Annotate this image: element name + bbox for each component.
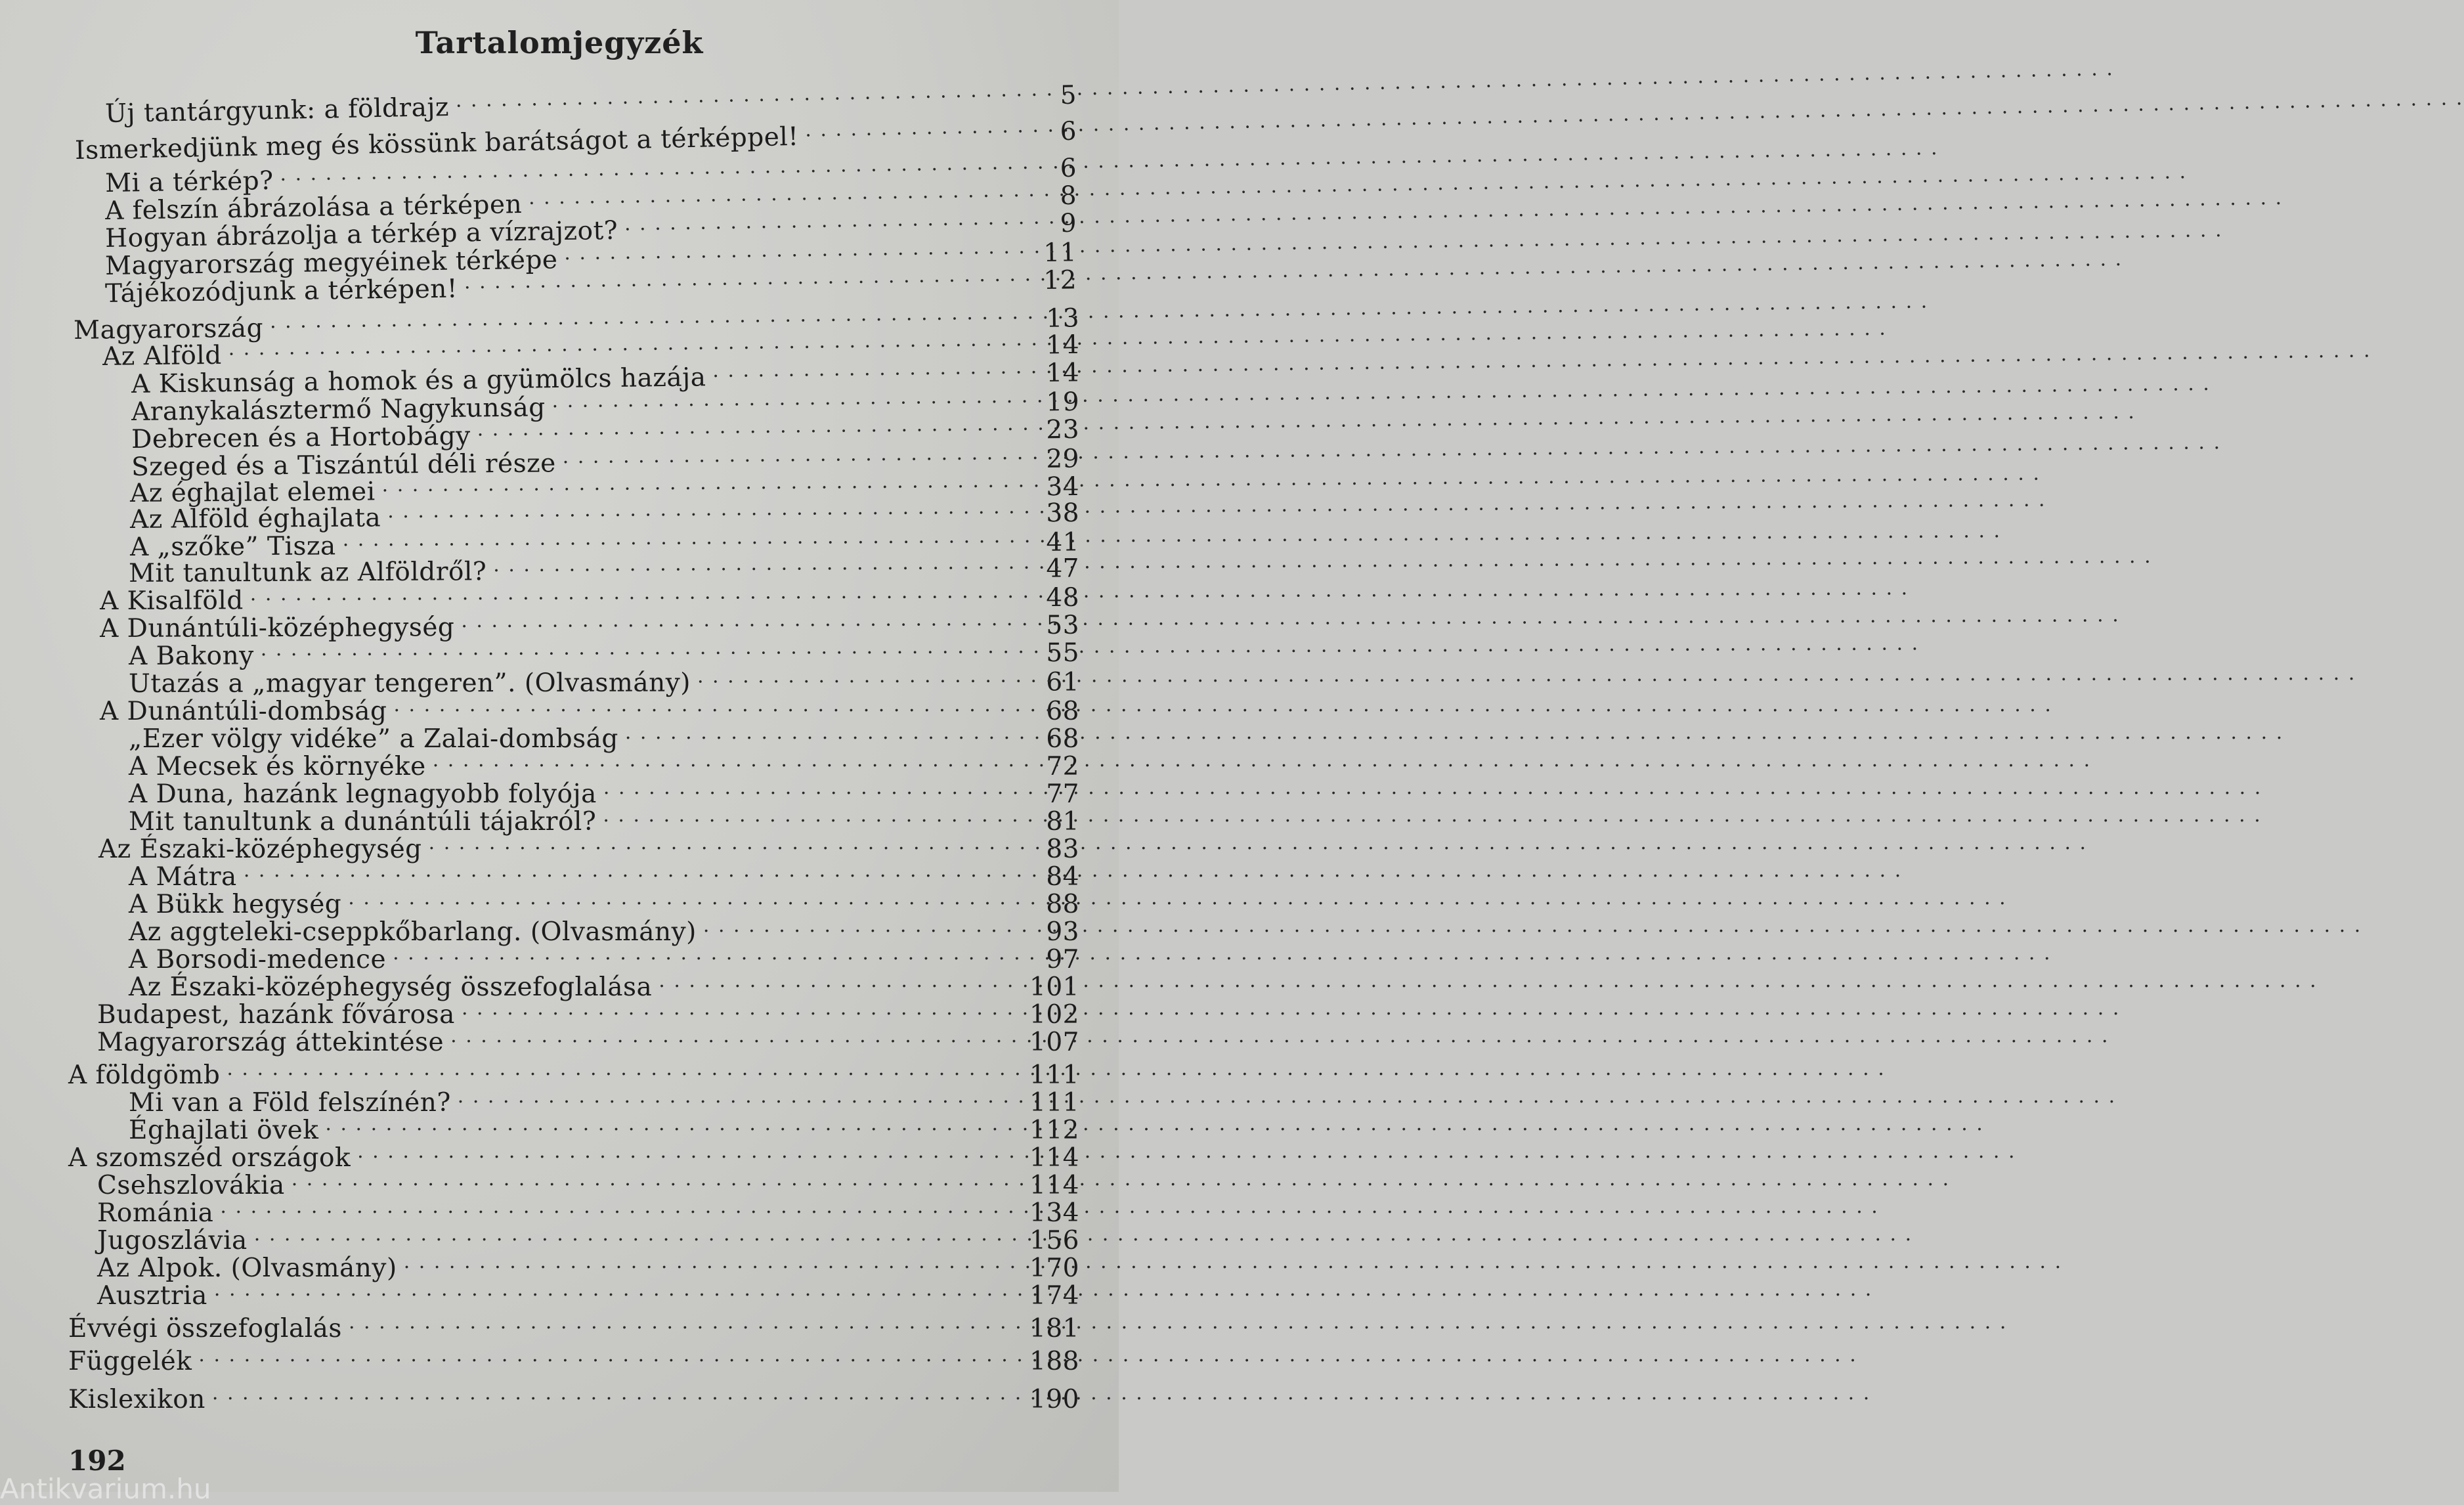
- toc-entry: [68, 1308, 1079, 1343]
- toc-entry-label: Az Északi-középhegység: [98, 835, 422, 864]
- toc-entry-label: Csehszlovákia: [97, 1171, 285, 1200]
- toc-entry-page: 23: [1046, 414, 1080, 445]
- leader-dots: [348, 884, 1015, 913]
- toc-entry-label: A Kisalföld: [99, 586, 244, 616]
- toc-entry-page: 8: [1060, 181, 1077, 211]
- toc-entry-label: Mi van a Föld felszínén?: [129, 1088, 451, 1118]
- leader-dots: [198, 1341, 1015, 1370]
- toc-entry-label: Az aggteleki-cseppkőbarlang. (Olvasmány): [129, 917, 697, 947]
- leader-dots: [254, 1220, 1015, 1249]
- toc-entry-label: Az Alpok. (Olvasmány): [97, 1254, 397, 1283]
- toc-entry-label: A Kiskunság a homok és a gyümölcs hazája: [131, 362, 706, 399]
- toc-entry: [98, 829, 1079, 864]
- toc-entry-page: 29: [1046, 444, 1080, 474]
- toc-entry-label: A Mecsek és környéke: [129, 752, 426, 781]
- toc-entry-page: 107: [1029, 1028, 1079, 1057]
- toc-entry-page: 112: [1029, 1116, 1079, 1145]
- toc-entry-page: 14: [1046, 330, 1080, 360]
- toc-entry-label: A földgömb: [68, 1060, 221, 1090]
- toc-entry-page: 41: [1046, 527, 1080, 557]
- toc-entry-page: 14: [1046, 358, 1080, 388]
- toc-entry: [68, 1379, 1079, 1414]
- leader-dots: [212, 1379, 1015, 1408]
- toc-entry: [129, 1082, 1079, 1118]
- toc-entry-page: 47: [1046, 554, 1080, 584]
- leader-dots: [625, 718, 1015, 747]
- toc-entry: [129, 746, 1079, 781]
- toc-entry-label: Magyarország megyéinek térképe: [104, 245, 558, 281]
- toc-entry-page: 114: [1029, 1143, 1079, 1173]
- toc-entry: [97, 1022, 1079, 1057]
- toc-entry-label: Aranykalásztermő Nagykunság: [131, 393, 546, 427]
- leader-dots: [458, 1082, 1015, 1111]
- toc-entry-page: 68: [1046, 724, 1079, 754]
- leader-dots: [703, 911, 1015, 940]
- leader-dots: [462, 994, 1015, 1023]
- toc-entry-page: 188: [1029, 1347, 1079, 1376]
- toc-entry-page: 156: [1029, 1226, 1079, 1255]
- page-title: Tartalomjegyzék: [415, 25, 704, 60]
- table-of-contents: [0, 0, 1119, 1505]
- book-page: [0, 0, 1119, 1505]
- toc-entry-label: Románia: [97, 1198, 214, 1228]
- leader-dots: [214, 1275, 1015, 1304]
- toc-entry-label: Az Északi-középhegység összefoglalása: [129, 972, 653, 1002]
- toc-entry: [68, 1055, 1079, 1090]
- toc-entry: [129, 967, 1079, 1002]
- toc-entry-label: A Borsodi-medence: [129, 945, 387, 974]
- toc-entry-page: 38: [1046, 498, 1080, 529]
- toc-entry-page: 134: [1029, 1198, 1079, 1228]
- leader-dots: [659, 967, 1015, 995]
- leader-dots: [325, 1110, 1015, 1139]
- toc-entry-label: Mit tanultunk a dunántúli tájakról?: [129, 807, 597, 837]
- toc-entry-label: Éghajlati övek: [129, 1116, 319, 1145]
- leader-dots: [461, 605, 1015, 636]
- toc-entry-label: Hogyan ábrázolja a térkép a vízrajzot?: [104, 215, 618, 253]
- leader-dots: [603, 801, 1015, 830]
- toc-entry-page: 181: [1029, 1314, 1079, 1343]
- toc-entry: [129, 856, 1079, 892]
- toc-entry-page: 61: [1046, 667, 1080, 697]
- toc-entry-page: 84: [1046, 862, 1079, 892]
- toc-entry: [97, 1248, 1079, 1283]
- toc-entry-page: 48: [1046, 582, 1080, 613]
- toc-entry-label: Az Alföld éghajlata: [129, 503, 381, 534]
- leader-dots: [227, 1055, 1015, 1083]
- toc-entry: [68, 1137, 1079, 1173]
- leader-dots: [393, 691, 1015, 720]
- toc-entry-label: Évvégi összefoglalás: [68, 1314, 342, 1343]
- toc-entry-label: „Ezer völgy vidéke” a Zalai-dombság: [129, 724, 618, 754]
- toc-entry-label: A Duna, hazánk legnagyobb folyója: [129, 779, 597, 809]
- toc-entry-page: 5: [1060, 80, 1077, 111]
- toc-entry: [129, 801, 1079, 837]
- toc-entry-label: Ausztria: [97, 1281, 207, 1311]
- toc-entry-page: 53: [1046, 610, 1080, 640]
- toc-entry-page: 6: [1060, 153, 1077, 184]
- toc-entry: [129, 911, 1079, 947]
- toc-entry-page: 174: [1029, 1281, 1079, 1311]
- toc-entry: [129, 1110, 1079, 1145]
- toc-entry-page: 190: [1029, 1385, 1079, 1414]
- toc-entry-page: 114: [1029, 1171, 1079, 1200]
- leader-dots: [429, 829, 1015, 858]
- toc-entry-label: Jugoszlávia: [97, 1226, 248, 1255]
- toc-entry-label: A Bakony: [128, 641, 254, 671]
- toc-entry-label: Tájékozódjunk a térképen!: [104, 274, 458, 309]
- leader-dots: [349, 1308, 1015, 1337]
- toc-entry: [99, 605, 1080, 643]
- toc-entry-page: 13: [1046, 303, 1080, 334]
- leader-dots: [220, 1192, 1015, 1221]
- toc-entry-label: A Bükk hegység: [129, 890, 342, 919]
- toc-entry-page: 102: [1029, 1000, 1079, 1030]
- toc-entry-page: 55: [1046, 638, 1080, 668]
- toc-entry: [100, 691, 1079, 726]
- leader-dots: [244, 856, 1015, 885]
- toc-entry-label: Debrecen és a Hortobágy: [131, 421, 471, 454]
- toc-entry-label: Budapest, hazánk fővárosa: [97, 1000, 455, 1030]
- toc-entry-page: 12: [1043, 265, 1077, 296]
- leader-dots: [261, 632, 1015, 664]
- toc-entry-label: Kislexikon: [68, 1385, 205, 1414]
- toc-entry-page: 72: [1046, 752, 1079, 781]
- toc-entry-label: A Mátra: [129, 862, 237, 892]
- toc-entry-label: A felszín ábrázolása a térképen: [104, 190, 523, 226]
- toc-entry-label: Mit tanultunk az Alföldről?: [128, 557, 487, 588]
- toc-entry-page: 170: [1029, 1254, 1079, 1283]
- toc-entry-page: 83: [1046, 835, 1079, 864]
- toc-entry-label: Ismerkedjünk meg és kössünk barátságot a térképpel!: [74, 121, 799, 165]
- toc-entry-label: Mi a térkép?: [104, 165, 274, 198]
- leader-dots: [455, 76, 1012, 115]
- toc-entry-page: 11: [1043, 238, 1077, 269]
- leader-dots: [250, 577, 1015, 609]
- toc-entry: [97, 1275, 1079, 1311]
- toc-entry: [97, 1165, 1079, 1200]
- toc-entry-page: 81: [1046, 807, 1079, 837]
- toc-entry: [129, 774, 1079, 809]
- page-number: 192: [68, 1445, 126, 1477]
- leader-dots: [387, 493, 1015, 527]
- toc-entry-label: Új tantárgyunk: a földrajz: [104, 92, 450, 129]
- toc-entry: [129, 939, 1079, 974]
- toc-entry-label: Függelék: [68, 1347, 192, 1376]
- toc-entry-label: Az Alföld: [102, 340, 222, 372]
- toc-entry-page: 68: [1046, 697, 1079, 726]
- leader-dots: [357, 1137, 1015, 1166]
- leader-dots: [493, 548, 1015, 580]
- toc-entry: [128, 661, 1080, 699]
- leader-dots: [450, 1022, 1015, 1051]
- toc-entry-page: 101: [1029, 972, 1079, 1002]
- toc-entry-page: 88: [1046, 890, 1079, 919]
- toc-entry-page: 111: [1029, 1088, 1079, 1118]
- toc-entry-page: 34: [1046, 471, 1080, 502]
- watermark: Antikvarium.hu: [0, 1473, 211, 1505]
- toc-entry-page: 19: [1046, 387, 1080, 418]
- toc-entry: [68, 1341, 1079, 1376]
- toc-entry-page: 77: [1046, 779, 1079, 809]
- toc-entry-label: A Dunántúli-dombság: [100, 697, 387, 726]
- toc-entry-page: 93: [1046, 917, 1079, 947]
- toc-entry-label: Utazás a „magyar tengeren”. (Olvasmány): [128, 668, 691, 699]
- leader-dots: [697, 662, 1015, 691]
- toc-entry-label: A szomszéd országok: [68, 1143, 351, 1173]
- toc-entry: [97, 1192, 1079, 1228]
- leader-dots: [404, 1248, 1015, 1276]
- toc-entry-page: 9: [1060, 208, 1077, 239]
- toc-entry-label: Magyarország: [73, 313, 264, 345]
- leader-dots: [805, 112, 1012, 145]
- toc-entry: [129, 884, 1079, 919]
- toc-entry-label: A Dunántúli-középhegység: [99, 613, 455, 643]
- leader-dots: [712, 353, 1015, 386]
- leader-dots: [292, 1165, 1015, 1194]
- toc-entry: [97, 994, 1079, 1030]
- toc-entry: [97, 1220, 1079, 1255]
- toc-entry: [128, 548, 1080, 588]
- toc-entry-page: 6: [1060, 116, 1077, 147]
- leader-dots: [393, 939, 1015, 968]
- toc-entry-label: A „szőke” Tisza: [129, 531, 336, 562]
- toc-entry-label: Magyarország áttekintése: [97, 1028, 444, 1057]
- toc-entry: [129, 718, 1079, 754]
- leader-dots: [433, 746, 1015, 775]
- toc-entry-page: 111: [1029, 1060, 1079, 1090]
- toc-entry-page: 97: [1046, 945, 1079, 974]
- leader-dots: [603, 774, 1015, 802]
- toc-entry-label: Szeged és a Tiszántúl déli része: [131, 448, 556, 482]
- toc-entry: [128, 632, 1080, 671]
- toc-entry-label: Az éghajlat elemei: [129, 477, 376, 508]
